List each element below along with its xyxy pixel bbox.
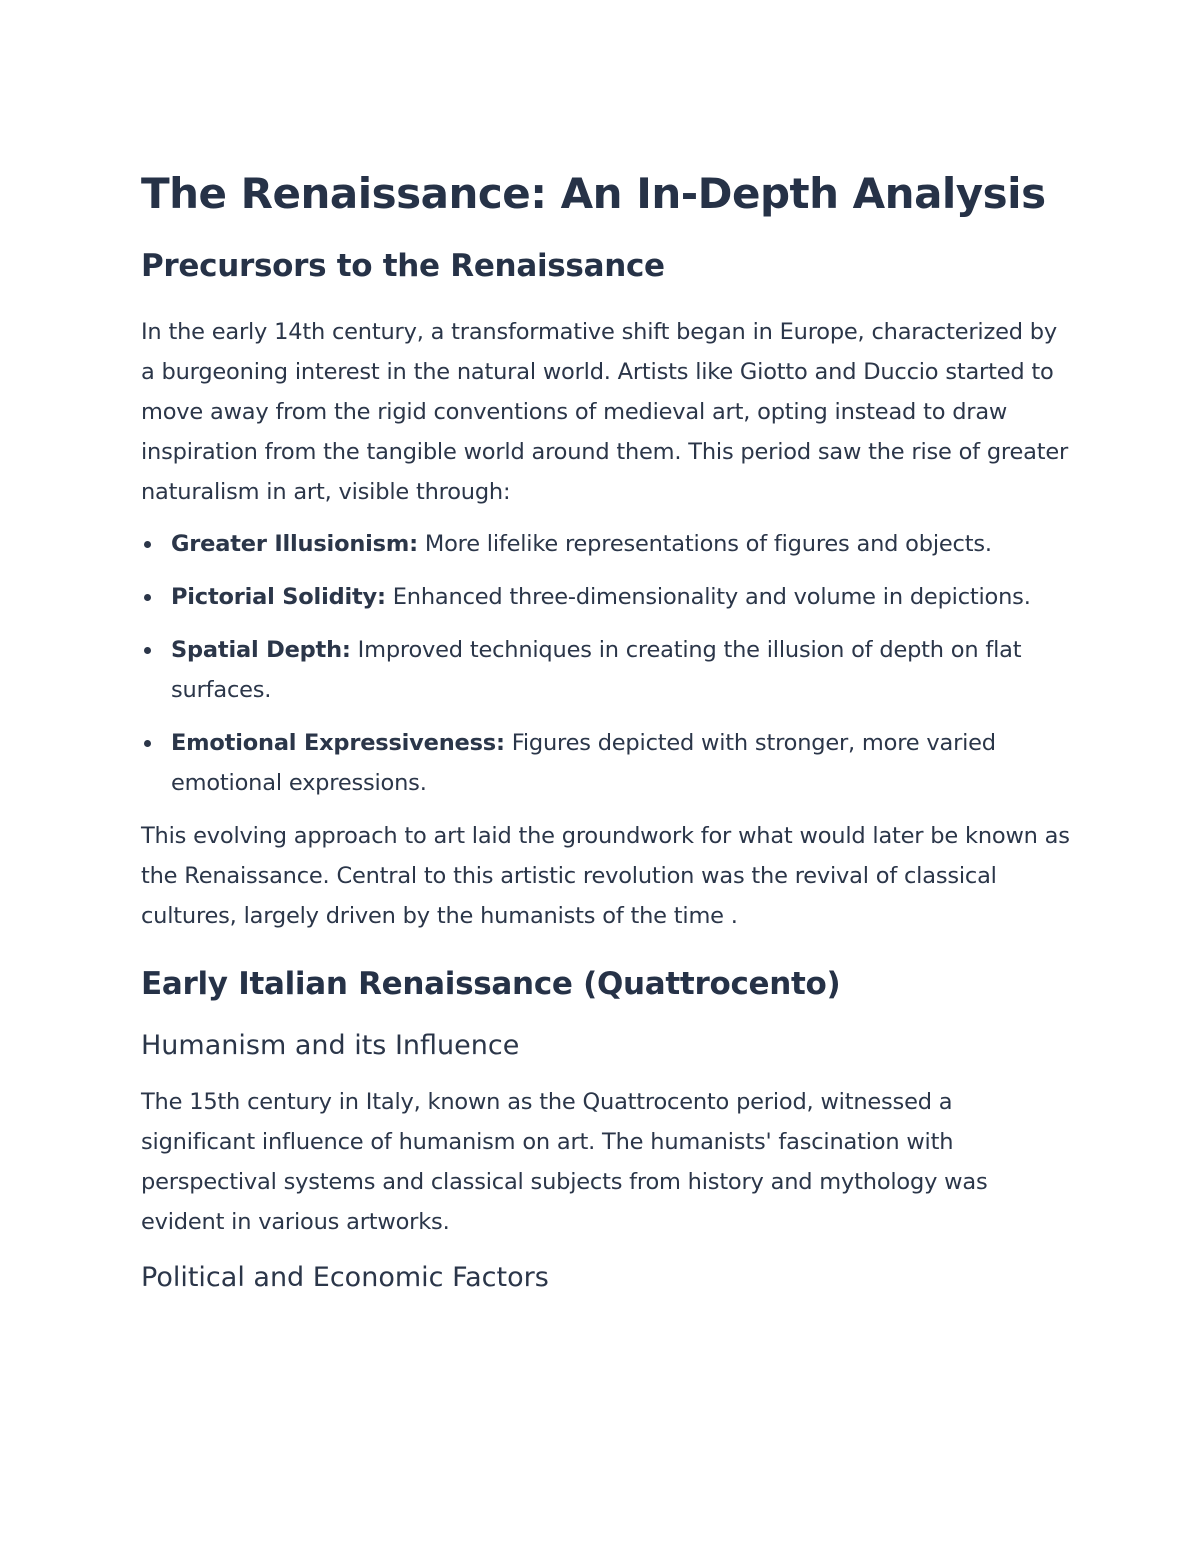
bullet-icon (144, 594, 151, 601)
list-item-term: Spatial Depth: (171, 637, 351, 663)
section-heading-early-italian: Early Italian Renaissance (Quattrocento) (141, 966, 841, 1002)
bullet-list-naturalism (141, 524, 1071, 803)
list-item (141, 524, 1071, 564)
list-item-text: Improved techniques in creating the illusion of depth on flat surfaces. (171, 637, 1022, 703)
list-item-text: Enhanced three-dimensionality and volume in depictions. (385, 584, 1031, 610)
paragraph-precursors-intro: In the early 14th century, a transformative shift began in Europe, characterized by a burgeoning interest in the natural world. Artists like Giotto and Duccio started to move away from the rigid conventions of medieval art, opting instead to draw inspiration from the tangible world around them. This period saw the rise of greater naturalism in art, visible through: (141, 319, 1069, 505)
bullet-icon (144, 541, 151, 548)
section-heading-precursors: Precursors to the Renaissance (141, 248, 665, 284)
paragraph-precursors-outro: This evolving approach to art laid the groundwork for what would later be known as the Renaissance. Central to this artistic revolution was the revival of classical cultures, largely driven by the humanists of the time . (141, 823, 1070, 929)
list-item-text: Figures depicted with stronger, more varied emotional expressions. (171, 730, 996, 796)
subsection-heading-humanism: Humanism and its Influence (141, 1030, 520, 1061)
document-title: The Renaissance: An In-Depth Analysis (141, 169, 1046, 218)
list-item-text: More lifelike representations of figures and objects. (417, 531, 992, 557)
list-item-term: Greater Illusionism: (171, 531, 418, 557)
document-page (141, 164, 1071, 1298)
list-item (141, 577, 1071, 617)
subsection-heading-political-economic: Political and Economic Factors (141, 1262, 549, 1293)
bullet-icon (144, 740, 151, 747)
list-item-term: Emotional Expressiveness: (171, 730, 505, 756)
paragraph-humanism: The 15th century in Italy, known as the Quattrocento period, witnessed a significant influence of humanism on art. The humanists' fascination with perspectival systems and classical subjects from history and mythology was evident in various artworks. (141, 1089, 988, 1235)
list-item (141, 723, 1071, 803)
bullet-icon (144, 647, 151, 654)
list-item (141, 630, 1071, 710)
list-item-term: Pictorial Solidity: (171, 584, 386, 610)
